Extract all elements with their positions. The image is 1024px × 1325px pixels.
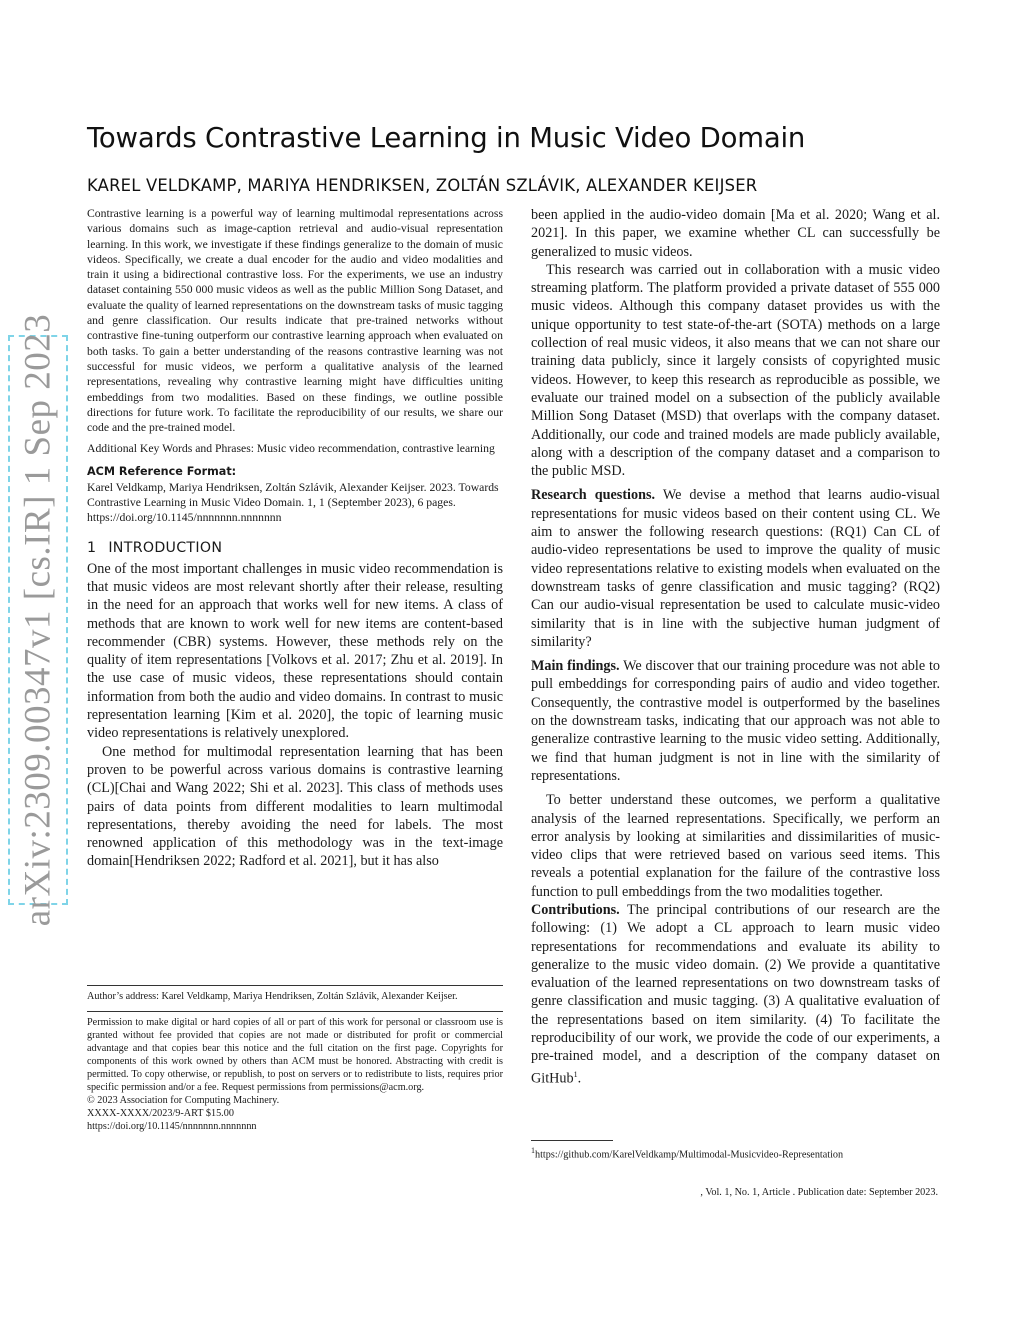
main-findings-text: We discover that our training procedure was not able to pull embeddings for corresponding pairs of audio and video together. Consequently, the contrastive model is outperformed by the baselines on the downstream tasks, indicating that our approach was not able to generalize contrastive learning to the music video setting. Additionally, we find that human judgment is not in line with the similarity of representations. <box>531 658 940 784</box>
contributions-paragraph <box>531 901 940 1088</box>
paper-title: Towards Contrastive Learning in Music Video Domain <box>87 122 806 154</box>
doi-line: https://doi.org/10.1145/nnnnnnn.nnnnnnn <box>87 1121 257 1132</box>
issn-line: XXXX-XXXX/2023/9-ART $15.00 <box>87 1108 234 1119</box>
right-paragraph-3: To better understand these outcomes, we perform a qualitative analysis of the learned representations. Specifically, we perform an error analysis by looking at similarities and dissimilarities of music-video clips that were retrieved based on various seed items. This reveals a potential explanation for the failure of the contrastive loss function to pull embeddings from the two modalities together. <box>531 792 940 900</box>
acm-reference-text: Karel Veldkamp, Mariya Hendriksen, Zoltán Szlávik, Alexander Keijser. 2023. Towards Contrastive Learning in Music Video Domain. 1, 1 (September 2023), 6 pages. https://doi.org/10.1145/nnnnnnn.nnnnnnn <box>87 480 499 525</box>
github-footnote <box>531 1144 940 1161</box>
acm-reference-heading: ACM Reference Format: <box>87 464 237 478</box>
footnote-number: 1 <box>531 1146 535 1155</box>
copyright-line: © 2023 Association for Computing Machinery. <box>87 1095 280 1106</box>
keywords: Additional Key Words and Phrases: Music video recommendation, contrastive learning <box>87 442 495 456</box>
permission-notice: Permission to make digital or hard copies of all or part of this work for personal or classroom use is granted without fee provided that copies are not made or distributed for profit or commercial advantage and that copies bear this notice and the full citation on the first page. Copyrights for components of this work owned by others than ACM must be honored. Abstracting with credit is permitted. To copy otherwise, or republish, to post on servers or to redistribute to lists, requires prior specific permission and/or a fee. Request permissions from permissions@acm.org. <box>87 1017 503 1093</box>
left-footnotes <box>87 985 503 1133</box>
research-questions-label: Research questions. <box>531 487 656 504</box>
right-footnote <box>531 1140 940 1161</box>
research-questions-paragraph <box>531 486 940 651</box>
abstract: Contrastive learning is a powerful way of learning multimodal representations across various domains such as image-caption retrieval and audio-visual representation learning. In this work, we investigate if these findings generalize to the domain of music videos. Specifically, we create a dual encoder for the audio and video modalities and train it using a bidirectional contrastive loss. For the experiments, we use an industry dataset containing 550 000 music videos as well as the public Million Song Dataset, and evaluate the quality of learned representations on the downstream tasks of music tagging and genre classification. Our results indicate that pre-trained networks without contrastive fine-tuning outperform our contrastive learning approach when evaluated on both tasks. To gain a better understanding of the reasons contrastive learning was not successful for music videos, we perform a qualitative analysis of the learned representations, revealing why contrastive learning might have difficulties uniting embeddings from two modalities. Based on these findings, we outline possible directions for future work. To facilitate the reproducibility of our results, we share our code and the pre-trained model. <box>87 207 503 435</box>
contributions-end: . <box>577 1070 582 1087</box>
running-footer: , Vol. 1, No. 1, Article . Publication date: September 2023. <box>700 1187 938 1198</box>
research-questions-text: We devise a method that learns audio-visual representations for music videos based on their content using CL. We aim to answer the following research questions: (RQ1) Can CL of audio-video representations be used to improve the quality of music video representations relative to existing models when evaluated on the downstream tasks of genre classification and music tagging? (RQ2) Can our audio-visual representation be used to calculate music-video similarity that is in line with the subjective human judgment of similarity? <box>531 487 940 650</box>
arxiv-identifier-text: arXiv:2309.00347v1 [cs.IR] 1 Sep 2023 <box>17 313 59 927</box>
right-paragraph-1: been applied in the audio-video domain [Ma et al. 2020; Wang et al. 2021]. In this paper, we examine whether CL can successfully be generalized to music videos. <box>531 207 940 260</box>
footnote-rule <box>87 985 503 986</box>
left-column <box>87 206 503 871</box>
authors-address: Author’s address: Karel Veldkamp, Mariya Hendriksen, Zoltán Szlávik, Alexander Keijser. <box>87 991 458 1002</box>
intro-paragraph-1: One of the most important challenges in music video recommendation is that music videos are most relevant shortly after their release, resulting in the need for an approach that works well for new items. A class of methods that are known to work well for new items are content-based recommender (CBR) systems. However, these methods rely on the quality of item representations [Volkovs et al. 2017; Zhu et al. 2019]. In the use case of music videos, these representations should contain information from both the audio and video domains. In contrast to music representation learning [Kim et al. 2020], the topic of learning music video representations is relatively unexplored. <box>87 560 503 742</box>
footnote-marker: 1 <box>573 1069 578 1079</box>
intro-paragraph-2: One method for multimodal representation learning that has been proven to be powerful across various domains is contrastive learning (CL)[Chai and Wang 2022; Shi et al. 2023]. This class of methods uses pairs of data points from different modalities to learn multimodal representations, thereby avoiding the need for labels. The most renowned application of this methodology was in the text-image domain[Hendriksen 2022; Radford et al. 2021], but it has also <box>87 743 503 870</box>
author-list: KAREL VELDKAMP, MARIYA HENDRIKSEN, ZOLTÁN SZLÁVIK, ALEXANDER KEIJSER <box>87 176 758 195</box>
right-column <box>531 206 940 1088</box>
footnote-short-rule <box>531 1140 613 1141</box>
arxiv-identifier-stamp <box>8 313 68 927</box>
section-number: 1 <box>87 539 97 556</box>
contributions-text: The principal contributions of our research are the following: (1) We adopt a CL approach to learn music video representations for recommendations and evaluate its ability to generalize to the music video domain. (2) We provide a quantitative evaluation of the learned representations on two downstream tasks of genre classification and music tagging. (3) A qualitative evaluation of the representations based on item similarity. (4) To facilitate the reproducibility of our work, we provide the code of our experiments, a pre-trained model, and a description of the company dataset on GitHub <box>531 901 940 1087</box>
main-findings-paragraph <box>531 657 940 785</box>
section-title: INTRODUCTION <box>108 539 223 556</box>
permission-rule <box>87 1011 503 1012</box>
main-findings-label: Main findings. <box>531 658 620 675</box>
contributions-label: Contributions. <box>531 901 620 918</box>
section-heading-introduction <box>87 540 503 556</box>
github-link[interactable]: https://github.com/KarelVeldkamp/Multimodal-Musicvideo-Representation <box>535 1149 844 1161</box>
right-paragraph-2: This research was carried out in collaboration with a music video streaming platform. The platform provided a private dataset of 555 000 music videos. Although this company dataset provides us with the unique opportunity to test state-of-the-art (SOTA) methods on a large collection of real music videos, it also means that we can not share our training data publicly, since it largely consists of copyrighted music videos. However, to keep this research as reproducible as possible, we evaluate our trained model on a subsection of the publicly available Million Song Dataset (MSD) that overlaps with the company dataset. Additionally, our code and trained models are made publicly available, along with a description of the company dataset and a comparison to the public MSD. <box>531 261 940 480</box>
